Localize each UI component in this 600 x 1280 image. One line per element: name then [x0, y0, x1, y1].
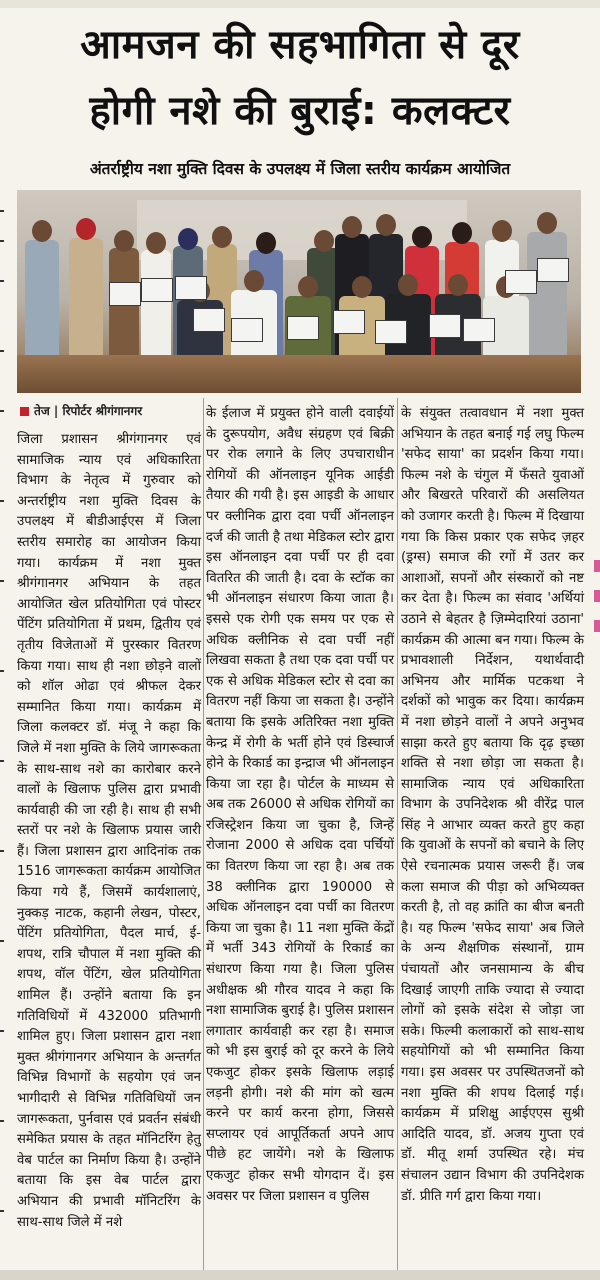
right-margin-marks	[592, 560, 600, 640]
photo-certificate	[333, 310, 365, 334]
photo-stage-floor	[17, 355, 581, 393]
column-divider	[203, 398, 204, 1273]
photo-person-head	[314, 230, 334, 252]
photo-person-head	[212, 226, 232, 248]
photo-person	[69, 238, 103, 370]
byline-text: तेज | रिपोर्टर श्रीगंगानगर	[34, 404, 143, 418]
left-margin-marks	[0, 200, 5, 1240]
photo-certificate	[231, 318, 263, 342]
photo-person-head	[114, 230, 134, 252]
photo-person-head	[352, 276, 372, 298]
photo-person-head	[452, 222, 472, 244]
article-column-2: के ईलाज में प्रयुक्त होने वाली दवाईयों के दुरूपयोग, अवैध संग्रहण एवं बिक्री पर रोक लगाने के लिए उपचाराधीन रोगियों की ऑनलाइन यूनिक आईडी तैयार की गयी है। इस आइडी के आधार पर क्लीनिक द्वारा दवा पर्ची ऑनलाइन दर्ज की जाती है तथा मेडिकल स्टोर द्वारा इस ऑनलाइन दवा पर्ची पर ही दवा वितरित की जाती है। दवा के स्टॉक का भी ऑनलाइन संधारण किया जाता है। इससे एक रोगी एक समय पर एक से अधिक क्लीनिक से दवा पर्ची नहीं लिखवा सकता है तथा एक दवा पर्ची पर एक से अधिक मेडिकल स्टोर से दवा का वितरण नहीं किया जा सकता है। उन्होंने बताया कि इसके अतिरिक्त नशा मुक्ति केन्द्र में रोगी के भर्ती होने एवं डिस्चार्ज होने के रिकार्ड का इन्द्राज भी ऑनलाइन किया जा रहा है। पोर्टल के माध्यम से अब तक 26000 से अधिक रोगियों का रजिस्ट्रेशन किया जा चुका है, जिन्हें रोजाना 2000 से अधिक दवा पर्चियों का वितरण किया जा रहा है। अब तक 38 क्लीनिक द्वारा 190000 से अधिक ऑनलाइन दवा पर्ची का वितरण किया जा चुका है। 11 नशा मुक्ति केंद्रों में भर्ती 343 रोगियों के रिकार्ड का संधारण किया गया है। जिला पुलिस अधीक्षक श्री गौरव यादव ने कहा कि नशा सामाजिक बुराई है। पुलिस प्रशासन लगातार कार्यवाही कर रहा है। समाज को भी इस बुराई को दूर करने के लिये एकजुट होकर इसके खिलाफ लड़ाई लड़नी होगी। नशे की मांग को खत्म करने पर कार्य करना होगा, जिससे सप्लायर एवं आपूर्तिकर्ता अपने आप पीछे हट जायेंगे। नशे के खिलाफ एकजुट होकर सभी योगदान दें। इस अवसर पर जिला प्रशासन व पुलिस	[206, 406, 394, 1204]
photo-person	[141, 250, 171, 368]
article-headline	[14, 20, 586, 136]
photo-person-head	[376, 214, 396, 236]
byline-bullet-icon	[20, 407, 29, 416]
photo-person	[109, 248, 139, 368]
photo-certificate	[537, 258, 569, 282]
page-top-strip	[0, 0, 600, 8]
photo-certificate	[109, 282, 141, 306]
headline-line-1: आमजन की सहभागिता से दूर	[80, 22, 520, 68]
photo-certificate	[193, 308, 225, 332]
photo-certificate	[463, 318, 495, 342]
photo-certificate	[141, 278, 173, 302]
page-bottom-strip	[0, 1270, 600, 1280]
photo-person-head	[342, 216, 362, 238]
photo-certificate	[287, 316, 319, 340]
article-column-3: के संयुक्त तत्वावधान में नशा मुक्त अभियान के तहत बनाई गई लघु फिल्म 'सफेद साया' का प्रदर्शन किया गया। फिल्म नशे के चंगुल में फँसते युवाओं और बिखरते परिवारों की असलियत को उजागर करती है। फिल्म में दिखाया गया कि किस प्रकार एक सफेद ज़हर (ड्रग्स) समाज की रगों में उतर कर आशाओं, सपनों और संस्कारों को नष्ट कर देता है। फिल्म का संवाद 'अर्थियां उठाने से बेहतर है ज़िम्मेदारियां उठाना' कार्यक्रम की आत्मा बन गया। फिल्म के प्रभावशाली निर्देशन, यथार्थवादी अभिनय और मार्मिक पटकथा ने दर्शकों को भावुक कर दिया। कार्यक्रम में नशा छोड़ने वालों ने अपने अनुभव साझा करते हुए बताया कि दृढ़ इच्छा शक्ति से नशा छोड़ा जा सकता है। सामाजिक न्याय एवं अधिकारिता विभाग के उपनिदेशक श्री वीरेंद्र पाल सिंह ने आभार व्यक्त करते हुए कहा कि युवाओं के सपनों को बचाने के लिए ऐसे रचनात्मक प्रयास जरूरी हैं। जब कला समाज की पीड़ा को अभिव्यक्त करती है, तो वह क्रांति का बीज बनती है। यह फिल्म 'सफेद साया' अब जिले के अन्य शैक्षणिक संस्थानों, ग्राम पंचायतों और जनसामान्य के बीच दिखाई जाएगी ताकि ज्यादा से ज्यादा लोगों को इसके संदेश से जोड़ा जा सके। फिल्मी कलाकारों को साथ-साथ सहयोगियों को भी सम्मानित किया गया। इस अवसर पर उपस्थितजनों को नशा मुक्ति की शपथ दिलाई गई। कार्यक्रम में प्रशिक्षु आईएएस सुश्री आदिति यादव, डॉ. अजय गुप्ता एवं डॉ. मीतू शर्मा उपस्थित रहे। मंच संचालन उद्यान विभाग की उपनिदेशक डॉ. प्रीति गर्ग द्वारा किया गया।	[401, 406, 584, 1204]
photo-person-head	[32, 220, 52, 242]
article-column-1: जिला प्रशासन श्रीगंगानगर एवं सामाजिक न्याय एवं अधिकारिता विभाग के नेतृत्व में गुरुवार को अन्तर्राष्ट्रीय नशा मुक्ति दिवस के उपलक्ष्य में बीडीआईएस में जिला स्तरीय समारोह का आयोजन किया गया। कार्यक्रम में नशा मुक्त श्रीगंगानगर अभियान के तहत आयोजित खेल प्रतियोगिता एवं पोस्टर पेंटिंग प्रतियोगिता में प्रथम, द्वितीय एवं तृतीय विजेताओं में पुरस्कार वितरण किया गया। साथ ही नशा छोड़ने वालों को शॉल ओढा एवं श्रीफल देकर सम्मानित किया गया। कार्यक्रम में जिला कलक्टर डॉ. मंजू ने कहा कि जिले में नशा मुक्ति के लिये जागरूकता के साथ-साथ नशे का कारोबार करने वालों के खिलाफ पुलिस द्वारा प्रभावी कार्यवाही की जा रही है। साथ ही सभी स्तरों पर नशे के खिलाफ प्रयास जारी हैं। जिला प्रशासन द्वारा आदिनांक तक 1516 जागरूकता कार्यक्रम आयोजित किया गये हैं, जिसमें कार्यशालाएं, नुक्कड़ नाटक, कहानी लेखन, पोस्टर, पेंटिंग प्रतियोगिता, पैदल मार्च, ई-शपथ, रात्रि चौपाल में नशा मुक्ति की शपथ, वॉल पेंटिंग, खेल प्रतियोगिता शामिल हैं। उन्होंने बताया कि इन गतिविधियों में 432000 प्रतिभागी शामिल हुए। जिला प्रशासन द्वारा नशा मुक्त श्रीगंगानगर अभियान के अन्तर्गत विभिन्न विभागों के सहयोग एवं जन भागीदारी से विभिन्न गतिविधियों जन जागरूकता, पुर्नवास एवं प्रवर्तन संबंधी समेकित प्रयास के तहत मॉनिटरिंग हेतु वेब पार्टल का निर्माण किया है। उन्होंने बताया कि इस वेब पार्टल द्वारा अभियान की प्रभावी मॉनिटरिंग के साथ-साथ जिले में नशे	[17, 432, 201, 1230]
photo-certificate	[505, 270, 537, 294]
article-subheadline: अंतर्राष्ट्रीय नशा मुक्ति दिवस के उपलक्ष्य में जिला स्तरीय कार्यक्रम आयोजित	[89, 160, 511, 178]
photo-certificate	[429, 314, 461, 338]
photo-person-head	[146, 232, 166, 254]
photo-person-head	[178, 228, 198, 250]
photo-person-head	[244, 270, 264, 292]
headline-line-2: होगी नशे की बुराई: कलक्टर	[89, 88, 511, 134]
photo-person-head	[448, 274, 468, 296]
photo-person-head	[76, 218, 96, 240]
photo-certificate	[375, 320, 407, 344]
photo-person-head	[398, 274, 418, 296]
photo-person-head	[298, 276, 318, 298]
photo-person-head	[537, 212, 557, 234]
event-photo	[17, 190, 581, 393]
article-byline	[20, 400, 206, 422]
photo-person-head	[492, 220, 512, 242]
photo-person-head	[256, 232, 276, 254]
photo-person-head	[412, 226, 432, 248]
photo-certificate	[175, 276, 207, 300]
photo-person	[25, 240, 59, 370]
photo-person	[527, 232, 567, 368]
column-divider	[397, 398, 398, 1273]
